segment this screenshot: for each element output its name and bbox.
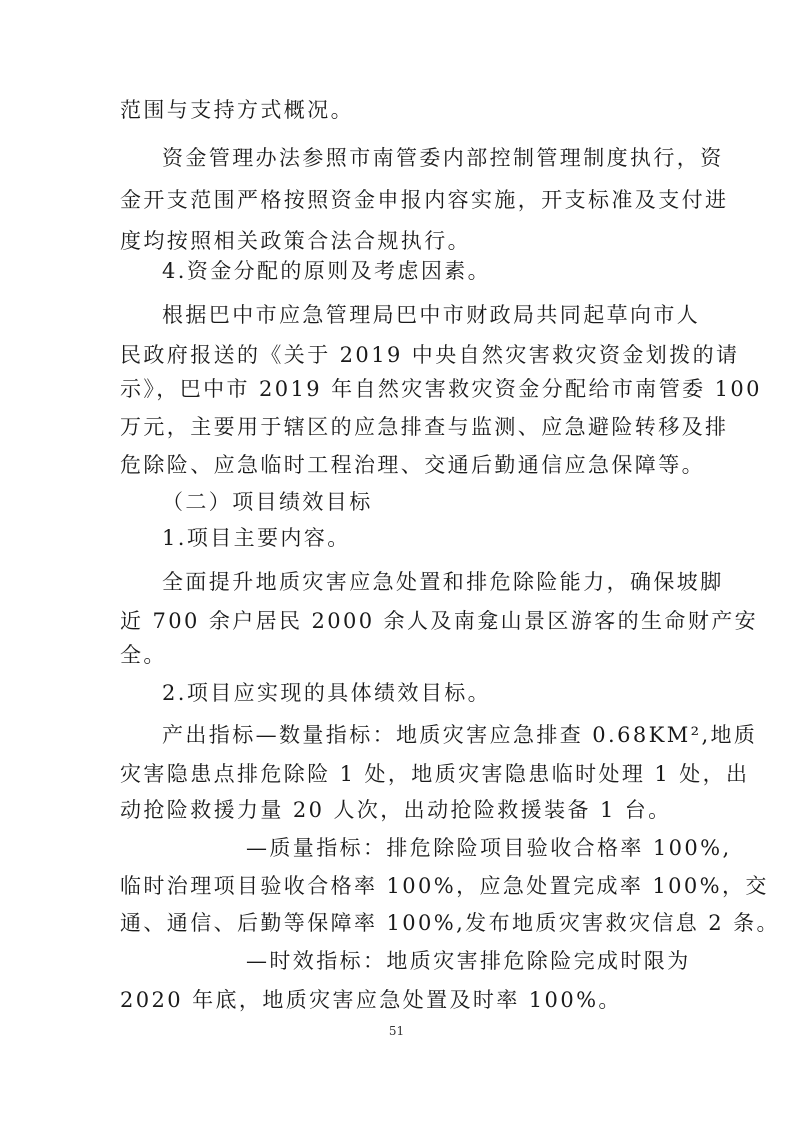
text-line: 临时治理项目验收合格率 100%，应急处置完成率 100%，交: [120, 874, 769, 898]
text-line: 动抢险救援力量 20 人次，出动抢险救援装备 1 台。: [120, 798, 672, 822]
text-line: 全面提升地质灾害应急处置和排危除险能力，确保坡脚: [162, 570, 724, 594]
text-line: 近 700 余户居民 2000 余人及南龛山景区游客的生命财产安: [120, 609, 759, 633]
section-heading: 1.项目主要内容。: [162, 526, 351, 550]
text-line: 范围与支持方式概况。: [120, 98, 354, 122]
text-line: 万元，主要用于辖区的应急排查与监测、应急避险转移及排: [120, 415, 729, 439]
section-heading: 2.项目应实现的具体绩效目标。: [162, 681, 492, 705]
text-line: 资金管理办法参照市南管委内部控制管理制度执行，资: [162, 146, 724, 170]
text-line: 通、通信、后勤等保障率 100%,发布地质灾害救灾信息 2 条。: [120, 911, 780, 935]
page-number: 51: [388, 1024, 405, 1038]
text-line: 2020 年底，地质灾害应急处置及时率 100%。: [120, 988, 622, 1012]
text-line: 度均按照相关政策合法合规执行。: [120, 229, 471, 253]
text-line: 全。: [120, 643, 167, 667]
text-line: 示》，巴中市 2019 年自然灾害救灾资金分配给市南管委 100: [120, 377, 762, 401]
section-heading: 4.资金分配的原则及考虑因素。: [162, 259, 492, 283]
text-line: 产出指标—数量指标：地质灾害应急排查 0.68KM²,地质: [162, 723, 758, 747]
text-line: 根据巴中市应急管理局巴中市财政局共同起草向市人: [162, 303, 701, 327]
text-line: —时效指标：地质灾害排危除险完成时限为: [246, 949, 691, 973]
text-line: 金开支范围严格按照资金申报内容实施，开支标准及支付进: [120, 188, 729, 212]
text-line: 危除险、应急临时工程治理、交通后勤通信应急保障等。: [120, 453, 705, 477]
text-line: 灾害隐患点排危除险 1 处，地质灾害隐患临时处理 1 处，出: [120, 762, 750, 786]
section-heading: （二）项目绩效目标: [162, 490, 373, 514]
text-line: —质量指标：排危除险项目验收合格率 100%,: [246, 836, 732, 860]
text-line: 民政府报送的《关于 2019 中央自然灾害救灾资金划拨的请: [120, 343, 740, 367]
